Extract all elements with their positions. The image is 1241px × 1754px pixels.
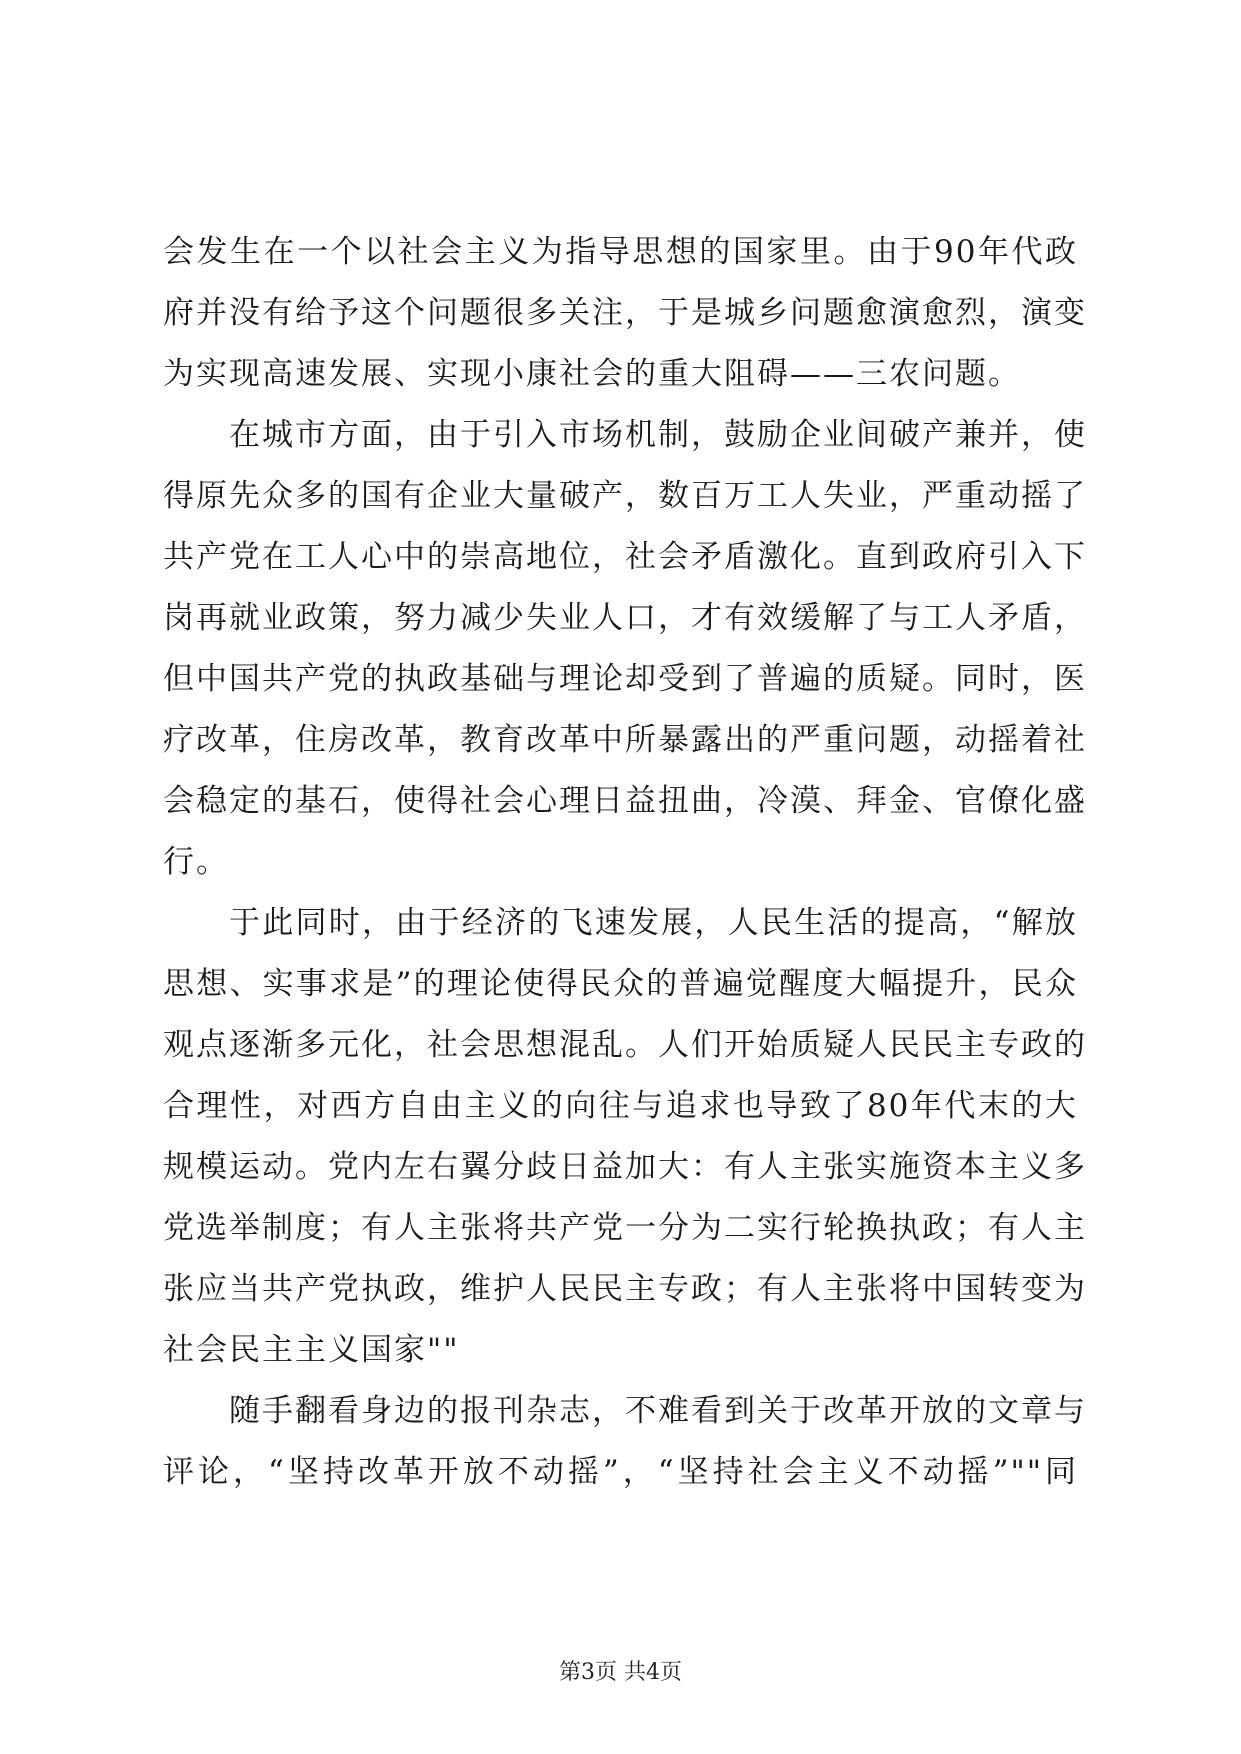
text-line: 规模运动。党内左右翼分歧日益加大：有人主张实施资本主义多 [163,1149,1087,1185]
text-line: 合理性，对西方自由主义的向往与追求也导致了80年代末的大 [163,1088,1078,1124]
text-line: 在城市方面，由于引入市场机制，鼓励企业间破产兼并，使 [229,417,1087,453]
text-line: 疗改革，住房改革，教育改革中所暴露出的严重问题，动摇着社 [163,722,1087,758]
text-line: 社会民主主义国家"" [163,1332,460,1368]
page-number-footer: 第3页 共4页 [559,1660,682,1685]
text-line: 于此同时，由于经济的飞速发展，人民生活的提高，“解放 [229,905,1078,941]
document-body [163,222,1087,1503]
text-line: 岗再就业政策，努力减少失业人口，才有效缓解了与工人矛盾， [163,600,1087,636]
text-line: 思想、实事求是”的理论使得民众的普遍觉醒度大幅提升，民众 [163,966,1078,1002]
text-line: 共产党在工人心中的崇高地位，社会矛盾激化。直到政府引入下 [163,539,1087,575]
text-line: 但中国共产党的执政基础与理论却受到了普遍的质疑。同时，医 [163,661,1087,697]
text-line: 会稳定的基石，使得社会心理日益扭曲，冷漠、拜金、官僚化盛 [163,783,1087,819]
text-line: 府并没有给予这个问题很多关注，于是城乡问题愈演愈烈，演变 [163,295,1087,331]
text-line: 观点逐渐多元化，社会思想混乱。人们开始质疑人民民主专政的 [163,1027,1087,1063]
text-line: 张应当共产党执政，维护人民民主专政；有人主张将中国转变为 [163,1271,1087,1307]
text-line: 评论，“坚持改革开放不动摇”，“坚持社会主义不动摇”""同 [163,1454,1078,1490]
text-line: 会发生在一个以社会主义为指导思想的国家里。由于90年代政 [163,234,1078,270]
text-line: 为实现高速发展、实现小康社会的重大阻碍——三农问题。 [163,356,1021,392]
text-line: 行。 [163,844,229,880]
text-line: 得原先众多的国有企业大量破产，数百万工人失业，严重动摇了 [163,478,1087,514]
text-line: 随手翻看身边的报刊杂志，不难看到关于改革开放的文章与 [229,1393,1087,1429]
text-line: 党选举制度；有人主张将共产党一分为二实行轮换执政；有人主 [163,1210,1087,1246]
